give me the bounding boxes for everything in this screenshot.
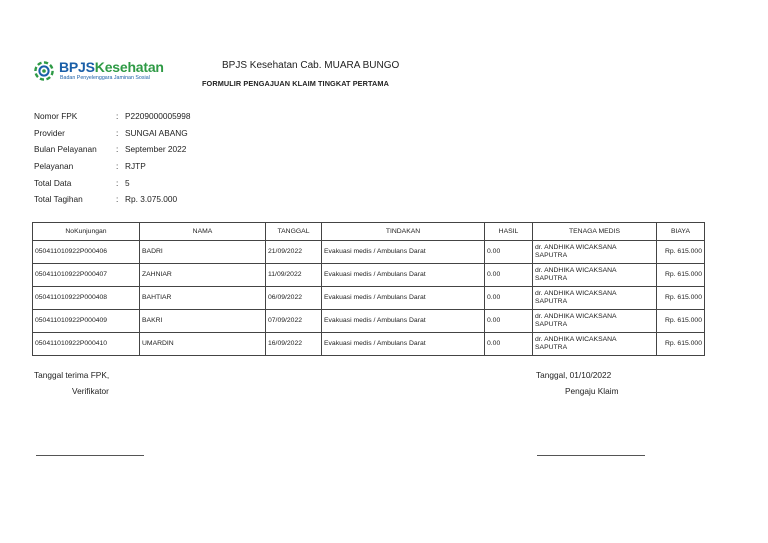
- info-separator: :: [116, 161, 119, 172]
- cell-tanggal: 21/09/2022: [266, 241, 322, 264]
- info-label: Nomor FPK: [34, 111, 78, 122]
- info-value: Rp. 3.075.000: [125, 194, 178, 205]
- column-header: TENAGA MEDIS: [533, 223, 657, 241]
- info-label: Total Tagihan: [34, 194, 83, 205]
- tenaga-medis-line1: dr. ANDHIKA WICAKSANA: [535, 244, 617, 251]
- cell-tindakan: Evakuasi medis / Ambulans Darat: [322, 241, 485, 264]
- column-header: TANGGAL: [266, 223, 322, 241]
- cell-biaya: Rp. 615.000: [657, 264, 705, 287]
- cell-tenaga-medis: [533, 287, 657, 310]
- claim-date-label: Tanggal, 01/10/2022: [536, 370, 612, 380]
- info-separator: :: [116, 144, 119, 155]
- cell-tanggal: 16/09/2022: [266, 333, 322, 356]
- cell-hasil: 0.00: [485, 241, 533, 264]
- bpjs-logo: [34, 60, 174, 84]
- cell-hasil: 0.00: [485, 310, 533, 333]
- tenaga-medis-line2: SAPUTRA: [535, 344, 568, 351]
- cell-tindakan: Evakuasi medis / Ambulans Darat: [322, 333, 485, 356]
- cell-tindakan: Evakuasi medis / Ambulans Darat: [322, 287, 485, 310]
- tenaga-medis-line2: SAPUTRA: [535, 321, 568, 328]
- tenaga-medis-line2: SAPUTRA: [535, 275, 568, 282]
- info-separator: :: [116, 194, 119, 205]
- tenaga-medis-line1: dr. ANDHIKA WICAKSANA: [535, 290, 617, 297]
- info-row-total-tagihan: [34, 191, 191, 208]
- cell-nama: BAKRI: [140, 310, 266, 333]
- info-row-nomor-fpk: [34, 108, 191, 125]
- info-label: Total Data: [34, 177, 72, 188]
- tenaga-medis-line1: dr. ANDHIKA WICAKSANA: [535, 336, 617, 343]
- cell-tenaga-medis: [533, 333, 657, 356]
- column-header: HASIL: [485, 223, 533, 241]
- verifier-signature-line: [36, 455, 144, 456]
- cell-no-kunjungan: 050411010922P000410: [33, 333, 140, 356]
- info-value: September 2022: [125, 144, 187, 155]
- verifier-label: Verifikator: [72, 386, 109, 396]
- column-header: TINDAKAN: [322, 223, 485, 241]
- logo-brand-part1: BPJS: [59, 59, 95, 75]
- cell-biaya: Rp. 615.000: [657, 241, 705, 264]
- received-date-label: Tanggal terima FPK,: [34, 370, 110, 380]
- column-header: NAMA: [140, 223, 266, 241]
- cell-tanggal: 11/09/2022: [266, 264, 322, 287]
- cell-no-kunjungan: 050411010922P000406: [33, 241, 140, 264]
- info-value: RJTP: [125, 161, 146, 172]
- info-separator: :: [116, 111, 119, 122]
- cell-tanggal: 07/09/2022: [266, 310, 322, 333]
- cell-nama: UMARDIN: [140, 333, 266, 356]
- cell-hasil: 0.00: [485, 264, 533, 287]
- cell-biaya: Rp. 615.000: [657, 333, 705, 356]
- info-row-provider: [34, 125, 191, 142]
- cell-tenaga-medis: [533, 241, 657, 264]
- logo-tagline: Badan Penyelenggara Jaminan Sosial: [60, 75, 150, 81]
- info-separator: :: [116, 127, 119, 138]
- cell-tanggal: 06/09/2022: [266, 287, 322, 310]
- cell-hasil: 0.00: [485, 333, 533, 356]
- cell-tenaga-medis: [533, 310, 657, 333]
- cell-nama: BAHTIAR: [140, 287, 266, 310]
- column-header: NoKunjungan: [33, 223, 140, 241]
- cell-tindakan: Evakuasi medis / Ambulans Darat: [322, 310, 485, 333]
- info-label: Pelayanan: [34, 161, 74, 172]
- info-label: Provider: [34, 127, 65, 138]
- bpjs-logo-icon: [34, 61, 54, 81]
- tenaga-medis-line2: SAPUTRA: [535, 252, 568, 259]
- table-row: [33, 333, 705, 356]
- document-title: BPJS Kesehatan Cab. MUARA BUNGO: [222, 60, 400, 71]
- document-subtitle: FORMULIR PENGAJUAN KLAIM TINGKAT PERTAMA: [202, 79, 389, 88]
- cell-nama: ZAHNIAR: [140, 264, 266, 287]
- logo-brand-name: [59, 60, 164, 74]
- table-row: [33, 264, 705, 287]
- cell-biaya: Rp. 615.000: [657, 287, 705, 310]
- info-row-pelayanan: [34, 158, 191, 175]
- cell-no-kunjungan: 050411010922P000407: [33, 264, 140, 287]
- tenaga-medis-line2: SAPUTRA: [535, 298, 568, 305]
- column-header: BIAYA: [657, 223, 705, 241]
- info-row-bulan-pelayanan: [34, 141, 191, 158]
- cell-hasil: 0.00: [485, 287, 533, 310]
- claims-table: [32, 222, 705, 356]
- cell-nama: BADRI: [140, 241, 266, 264]
- cell-biaya: Rp. 615.000: [657, 310, 705, 333]
- info-value: SUNGAI ABANG: [125, 127, 188, 138]
- table-header-row: [33, 223, 705, 241]
- claimant-label: Pengaju Klaim: [565, 386, 619, 396]
- info-separator: :: [116, 177, 119, 188]
- claim-info: [34, 108, 191, 208]
- table-row: [33, 287, 705, 310]
- info-row-total-data: [34, 174, 191, 191]
- info-value: 5: [125, 177, 130, 188]
- table-row: [33, 310, 705, 333]
- table-row: [33, 241, 705, 264]
- info-value: P2209000005998: [125, 111, 191, 122]
- cell-no-kunjungan: 050411010922P000408: [33, 287, 140, 310]
- cell-no-kunjungan: 050411010922P000409: [33, 310, 140, 333]
- cell-tindakan: Evakuasi medis / Ambulans Darat: [322, 264, 485, 287]
- cell-tenaga-medis: [533, 264, 657, 287]
- tenaga-medis-line1: dr. ANDHIKA WICAKSANA: [535, 267, 617, 274]
- info-label: Bulan Pelayanan: [34, 144, 97, 155]
- logo-brand-part2: Kesehatan: [94, 59, 164, 75]
- claimant-signature-line: [537, 455, 645, 456]
- tenaga-medis-line1: dr. ANDHIKA WICAKSANA: [535, 313, 617, 320]
